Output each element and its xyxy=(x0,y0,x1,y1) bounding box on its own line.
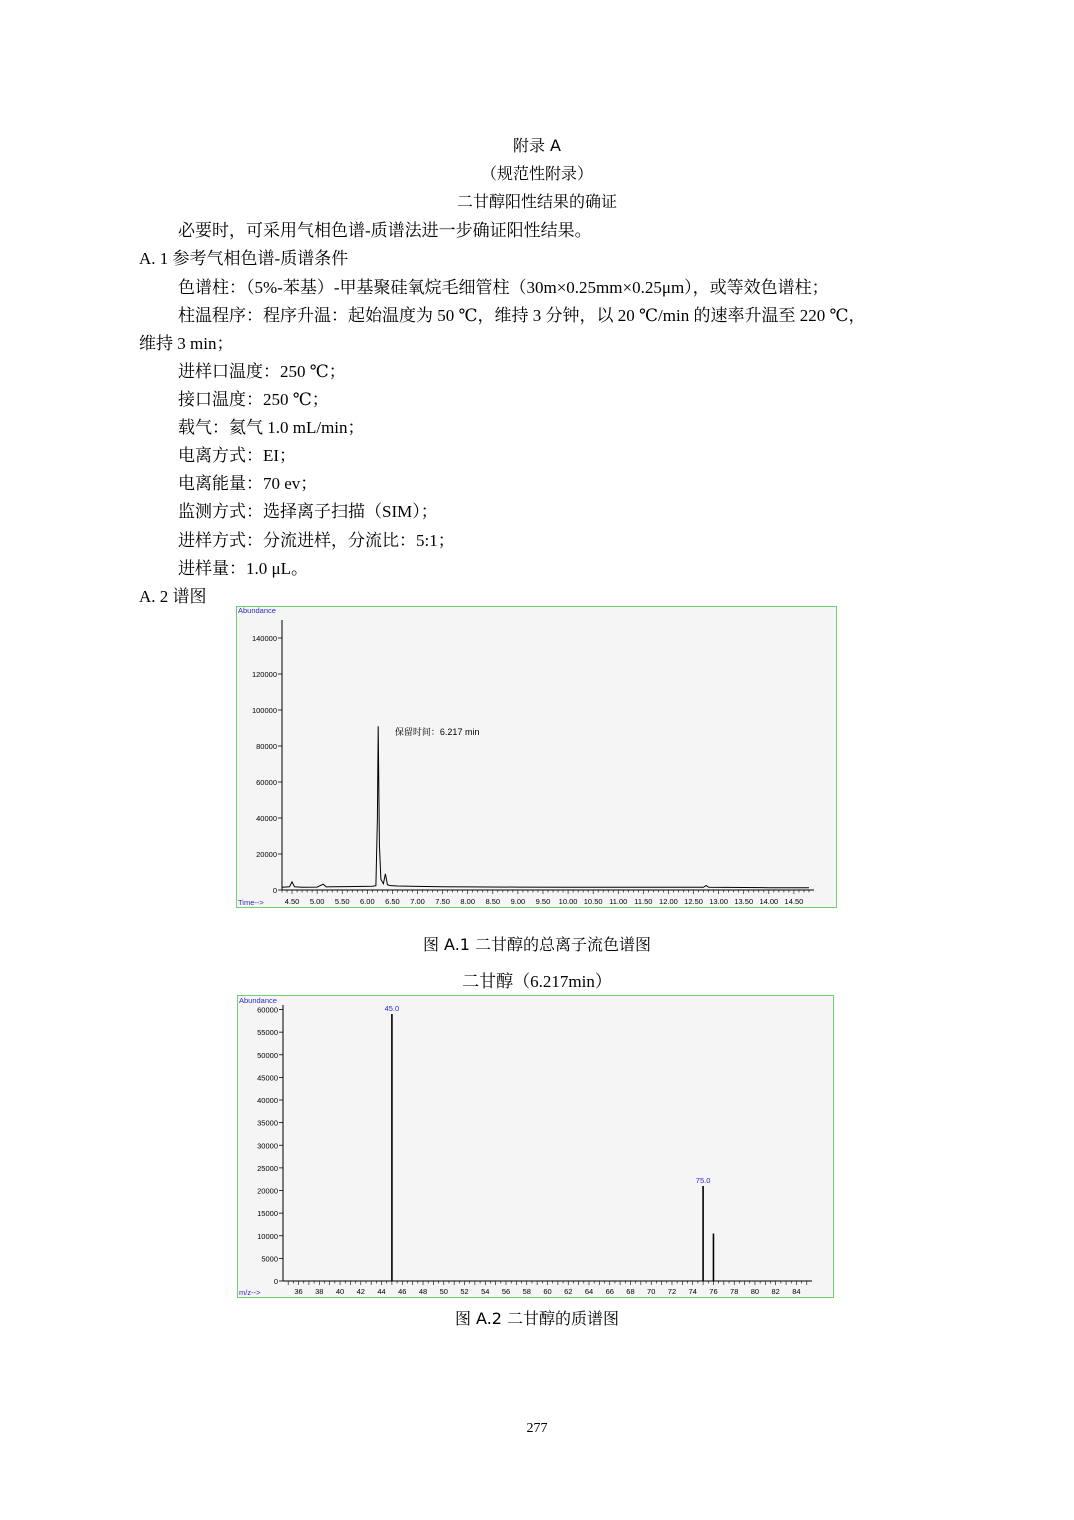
peak-label: 45.0 xyxy=(384,1004,400,1014)
y-tick-label: 100000 xyxy=(251,706,277,715)
x-tick-label: 46 xyxy=(398,1287,407,1296)
page-number: 277 xyxy=(526,1421,548,1436)
section-a1-heading: A. 1 参考气相色谱-质谱条件 xyxy=(139,249,349,268)
x-tick-label: 48 xyxy=(418,1287,428,1296)
x-tick-label: 54 xyxy=(481,1287,490,1296)
y-axis-label: Abundance xyxy=(238,606,276,615)
x-tick-label: 7.50 xyxy=(435,897,450,906)
carrier-line: 载气：氦气 1.0 mL/min； xyxy=(178,418,365,437)
y-tick-label: 40000 xyxy=(256,814,277,823)
x-tick-label: 68 xyxy=(626,1287,635,1296)
column-line: 色谱柱：（5%-苯基）-甲基聚硅氧烷毛细管柱（30m×0.25mm×0.25μm），或等效色谱柱； xyxy=(178,278,829,297)
tic-chromatogram xyxy=(236,606,837,908)
x-tick-label: 78 xyxy=(730,1287,739,1296)
y-tick-label: 50000 xyxy=(257,1050,278,1060)
y-tick-label: 55000 xyxy=(257,1028,278,1038)
x-tick-label: 9.50 xyxy=(535,897,551,906)
monitor-line: 监测方式：选择离子扫描（SIM）； xyxy=(178,502,438,521)
x-tick-label: 12.00 xyxy=(659,897,678,906)
x-tick-label: 56 xyxy=(501,1287,511,1296)
x-tick-label: 70 xyxy=(647,1287,656,1296)
x-tick-label: 10.50 xyxy=(583,897,603,906)
x-tick-label: 82 xyxy=(771,1287,780,1296)
x-tick-label: 13.00 xyxy=(709,897,729,906)
x-tick-label: 84 xyxy=(792,1287,801,1296)
x-tick-label: 6.50 xyxy=(385,897,400,906)
x-tick-label: 38 xyxy=(315,1287,324,1296)
y-tick-label: 0 xyxy=(272,886,277,895)
x-tick-label: 12.50 xyxy=(684,897,703,906)
y-tick-label: 20000 xyxy=(257,1186,278,1196)
retention-time-annotation: 保留时间：6.217 min xyxy=(394,727,480,738)
energy-line: 电离能量：70 ev； xyxy=(178,474,318,493)
appendix-note: （规范性附录） xyxy=(480,164,593,183)
program-line-cont: 维持 3 min； xyxy=(139,334,234,353)
y-tick-label: 25000 xyxy=(257,1163,278,1173)
x-tick-label: 11.00 xyxy=(609,897,628,906)
x-tick-label: 60 xyxy=(543,1287,552,1296)
x-tick-label: 80 xyxy=(750,1287,760,1296)
intro-paragraph: 必要时，可采用气相色谱-质谱法进一步确证阳性结果。 xyxy=(178,221,592,240)
x-tick-label: 58 xyxy=(522,1287,531,1296)
x-tick-label: 13.50 xyxy=(734,897,754,906)
peak-label: 75.0 xyxy=(695,1175,711,1185)
x-tick-label: 14.50 xyxy=(784,897,804,906)
section-a2-heading: A. 2 谱图 xyxy=(139,587,207,606)
y-tick-label: 10000 xyxy=(257,1231,278,1241)
x-tick-label: 5.50 xyxy=(334,897,350,906)
y-tick-label: 120000 xyxy=(251,670,277,679)
interface-temp-line: 接口温度：250 ℃； xyxy=(178,390,329,409)
figure2-caption: 图 A.2 二甘醇的质谱图 xyxy=(454,1309,620,1328)
y-tick-label: 45000 xyxy=(257,1073,278,1083)
x-tick-label: 74 xyxy=(688,1287,697,1296)
x-tick-label: 72 xyxy=(667,1287,677,1296)
x-tick-label: 50 xyxy=(439,1287,448,1296)
y-tick-label: 5000 xyxy=(261,1254,278,1264)
x-tick-label: 8.50 xyxy=(485,897,501,906)
injection-volume-line: 进样量：1.0 μL。 xyxy=(178,559,308,578)
x-tick-label: 42 xyxy=(356,1287,365,1296)
x-axis-label: m/z--> xyxy=(239,1288,261,1297)
injection-mode-line: 进样方式：分流进样，分流比：5:1； xyxy=(178,531,455,550)
y-tick-label: 15000 xyxy=(257,1209,278,1219)
x-tick-label: 6.00 xyxy=(360,897,375,906)
y-tick-label: 80000 xyxy=(256,742,277,751)
x-tick-label: 40 xyxy=(335,1287,345,1296)
ionization-line: 电离方式：EI； xyxy=(178,446,297,465)
x-tick-label: 10.00 xyxy=(558,897,578,906)
inlet-temp-line: 进样口温度：250 ℃； xyxy=(178,362,346,381)
x-tick-label: 5.00 xyxy=(309,897,325,906)
y-tick-label: 20000 xyxy=(256,850,277,859)
x-tick-label: 7.00 xyxy=(410,897,425,906)
x-tick-label: 8.00 xyxy=(460,897,476,906)
x-tick-label: 44 xyxy=(377,1287,386,1296)
y-tick-label: 140000 xyxy=(251,634,277,643)
figure1-caption: 图 A.1 二甘醇的总离子流色谱图 xyxy=(422,935,652,954)
appendix-title: 二甘醇阳性结果的确证 xyxy=(456,192,617,211)
y-tick-label: 35000 xyxy=(257,1118,278,1128)
y-tick-label: 30000 xyxy=(257,1141,278,1151)
x-tick-label: 36 xyxy=(294,1287,303,1296)
figure2-title: 二甘醇（6.217min） xyxy=(462,972,612,991)
x-tick-label: 64 xyxy=(584,1287,594,1296)
mass-spectrum xyxy=(237,995,834,1298)
x-axis-label: Time--> xyxy=(238,898,264,907)
x-tick-label: 4.50 xyxy=(284,897,300,906)
y-tick-label: 60000 xyxy=(257,1005,278,1015)
program-line: 柱温程序：程序升温：起始温度为 50 ℃，维持 3 分钟，以 20 ℃/min 的速率升温至 220 ℃， xyxy=(178,306,866,325)
x-tick-label: 14.00 xyxy=(759,897,779,906)
x-tick-label: 52 xyxy=(460,1287,469,1296)
x-tick-label: 62 xyxy=(564,1287,573,1296)
appendix-label: 附录 A xyxy=(512,136,562,155)
x-tick-label: 11.50 xyxy=(634,897,653,906)
y-axis-label: Abundance xyxy=(239,996,277,1005)
x-tick-label: 66 xyxy=(605,1287,614,1296)
y-tick-label: 0 xyxy=(273,1277,278,1286)
y-tick-label: 60000 xyxy=(256,778,277,787)
y-tick-label: 40000 xyxy=(257,1096,278,1106)
x-tick-label: 9.00 xyxy=(510,897,526,906)
x-tick-label: 76 xyxy=(709,1287,718,1296)
